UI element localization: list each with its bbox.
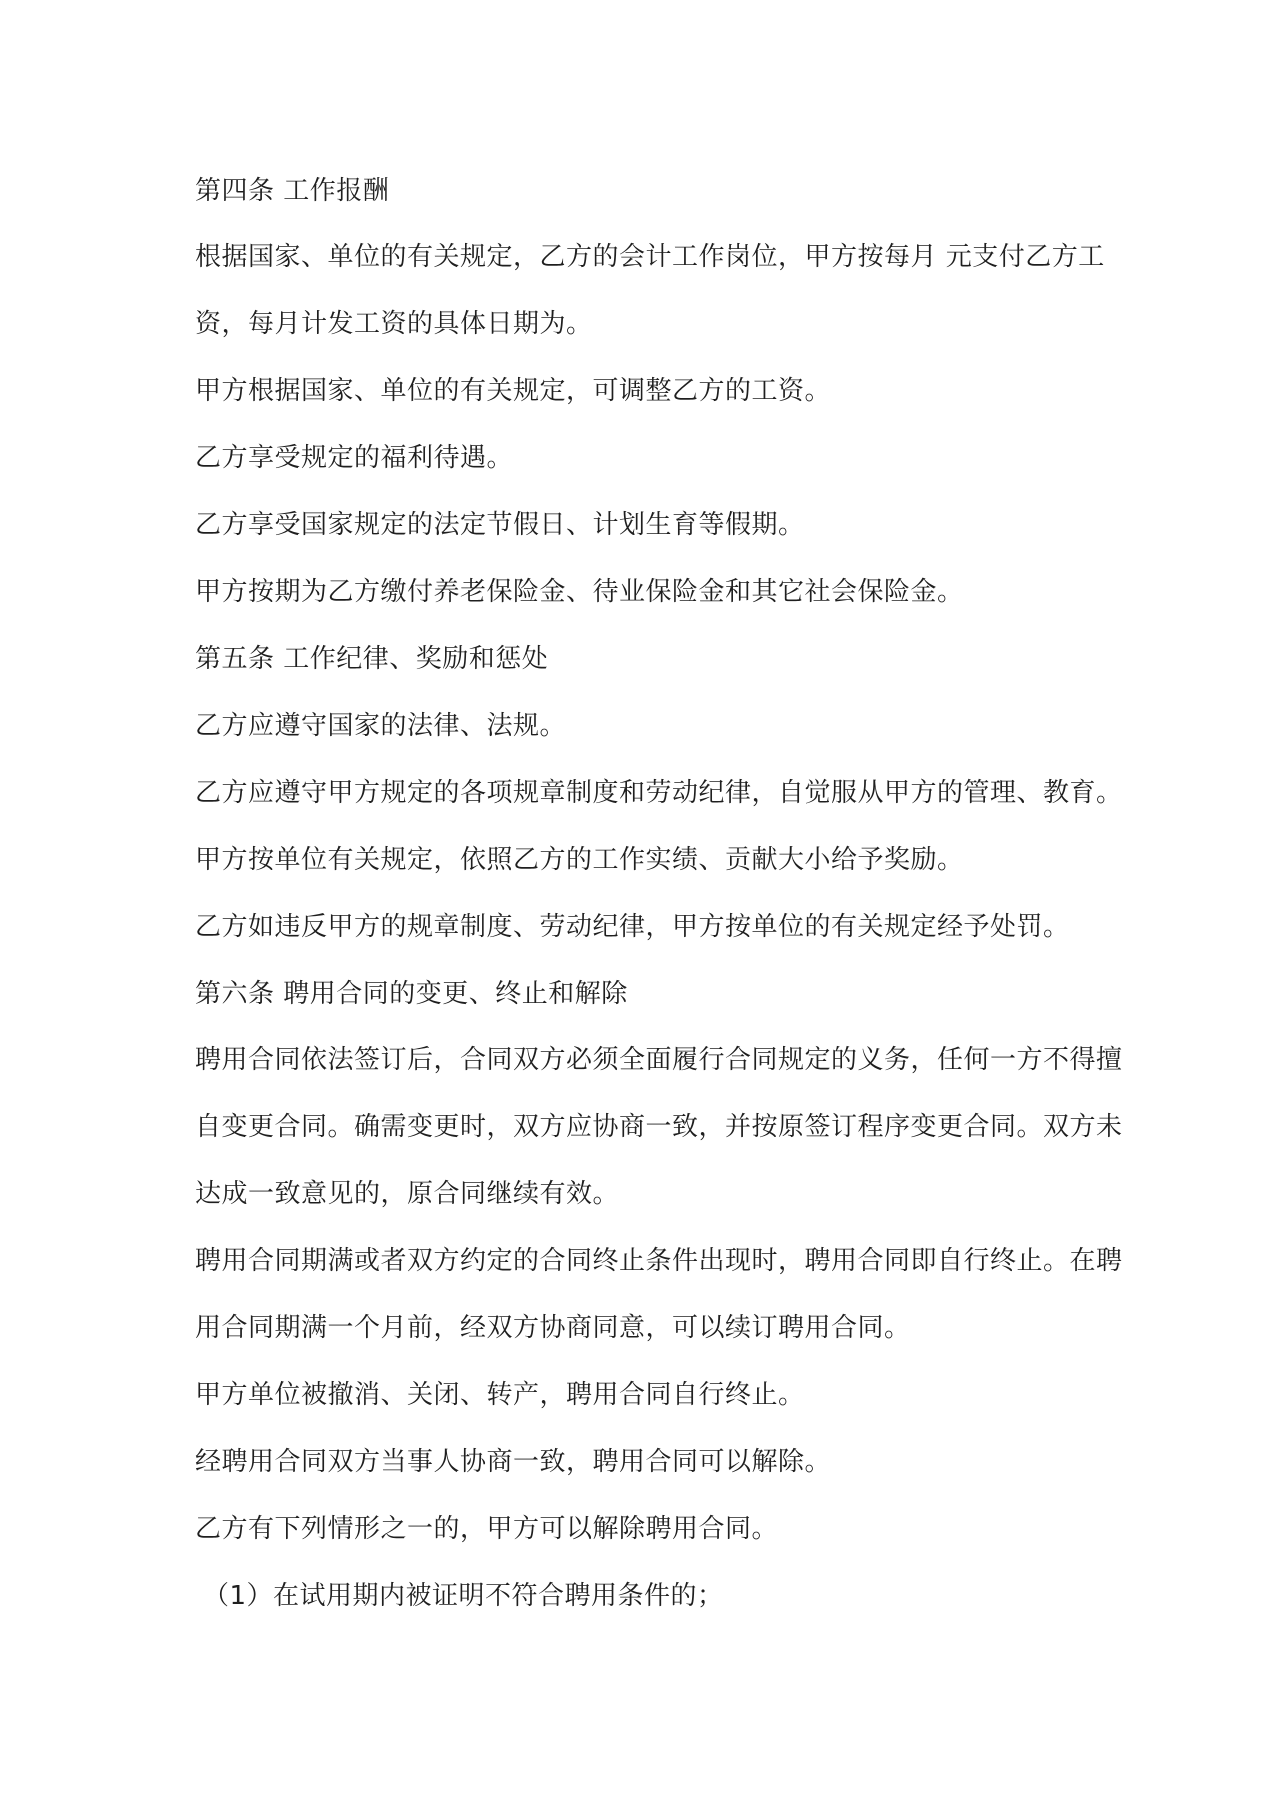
paragraph-line: 自变更合同。确需变更时，双方应协商一致，并按原签订程序变更合同。双方未: [195, 1112, 1123, 1142]
paragraph-line: 乙方如违反甲方的规章制度、劳动纪律，甲方按单位的有关规定经予处罚。: [195, 912, 1070, 942]
paragraph-line: 甲方单位被撤消、关闭、转产，聘用合同自行终止。: [195, 1380, 805, 1410]
paragraph-line: 聘用合同期满或者双方约定的合同终止条件出现时，聘用合同即自行终止。在聘: [195, 1246, 1123, 1276]
paragraph-line: 乙方享受国家规定的法定节假日、计划生育等假期。: [195, 510, 805, 540]
paragraph-line: 聘用合同依法签订后，合同双方必须全面履行合同规定的义务，任何一方不得擅: [195, 1045, 1123, 1075]
list-item: （1）在试用期内被证明不符合聘用条件的；: [203, 1581, 724, 1611]
article-4-heading: 第四条 工作报酬: [195, 176, 390, 206]
paragraph-line: 达成一致意见的，原合同继续有效。: [195, 1179, 620, 1209]
paragraph-line: 乙方有下列情形之一的，甲方可以解除聘用合同。: [195, 1514, 779, 1544]
article-5-heading: 第五条 工作纪律、奖励和惩处: [195, 644, 549, 674]
paragraph-line: 甲方按期为乙方缴付养老保险金、待业保险金和其它社会保险金。: [195, 577, 964, 607]
paragraph-line: 根据国家、单位的有关规定，乙方的会计工作岗位，甲方按每月 元支付乙方工: [195, 242, 1105, 272]
article-6-heading: 第六条 聘用合同的变更、终止和解除: [195, 979, 628, 1009]
paragraph-line: 资，每月计发工资的具体日期为。: [195, 309, 593, 339]
paragraph-line: 乙方应遵守国家的法律、法规。: [195, 711, 567, 741]
paragraph-line: 乙方享受规定的福利待遇。: [195, 443, 514, 473]
paragraph-line: 甲方按单位有关规定，依照乙方的工作实绩、贡献大小给予奖励。: [195, 845, 964, 875]
paragraph-line: 用合同期满一个月前，经双方协商同意，可以续订聘用合同。: [195, 1313, 911, 1343]
paragraph-line: 乙方应遵守甲方规定的各项规章制度和劳动纪律，自觉服从甲方的管理、教育。: [195, 778, 1123, 808]
paragraph-line: 甲方根据国家、单位的有关规定，可调整乙方的工资。: [195, 376, 832, 406]
paragraph-line: 经聘用合同双方当事人协商一致，聘用合同可以解除。: [195, 1447, 832, 1477]
